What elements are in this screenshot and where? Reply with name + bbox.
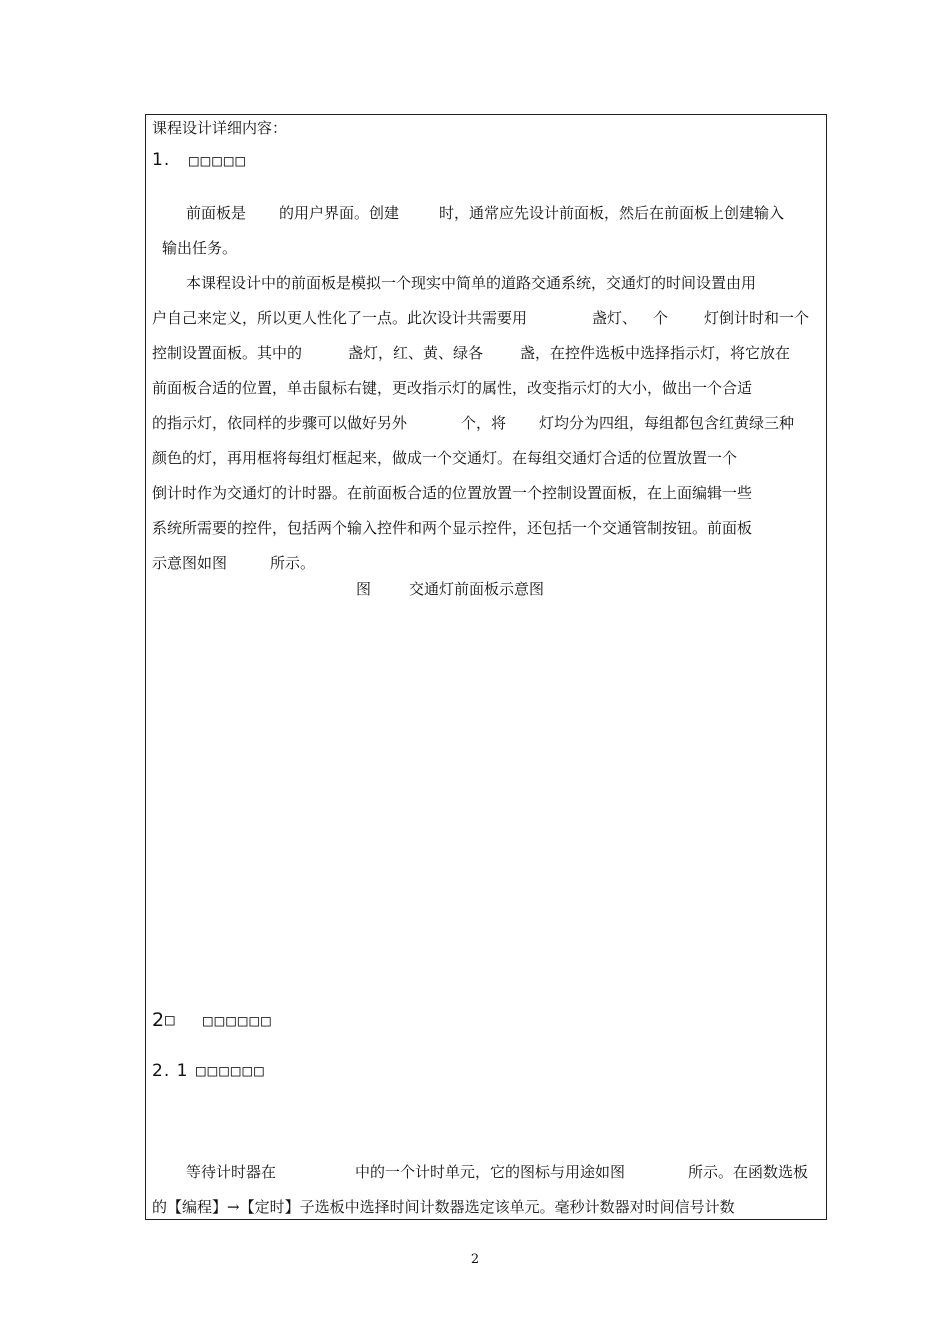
p2-line-4: 前面板合适的位置，单击鼠标右键，更改指示灯的属性，改变指示灯的大小，做出一个合适 xyxy=(152,379,753,397)
p1-text-3: 时，通常应先设计前面板，然后在前面板上创建输入 xyxy=(439,204,785,222)
section-2-1-number: 2. 1 xyxy=(152,1061,189,1081)
p2-line-3b: 盏灯，红、黄、绿各 xyxy=(348,344,484,362)
page-number: 2 xyxy=(470,1252,480,1267)
section-2-1-title: □□□□□□ xyxy=(196,1061,266,1080)
p1-text-2: 的用户界面。创建 xyxy=(279,204,400,222)
figure-label: 图 xyxy=(356,580,372,598)
p2-line-2d: 灯倒计时和一个 xyxy=(704,309,810,327)
p2-line-5b: 个，将 xyxy=(461,414,507,432)
p3-line-2: 的【编程】→【定时】子选板中选择时间计数器选定该单元。毫秒计数器对时间信号计数 xyxy=(152,1198,735,1216)
section-header: 课程设计详细内容： xyxy=(152,119,288,137)
p2-line-2a: 户自己来定义，所以更人性化了一点。此次设计共需要用 xyxy=(152,309,528,327)
p3-line-1c: 所示。在函数选板 xyxy=(688,1163,809,1181)
p2-line-5a: 的指示灯，依同样的步骤可以做好另外 xyxy=(152,414,408,432)
p2-line-3c: 盏，在控件选板中选择指示灯，将它放在 xyxy=(520,344,791,362)
p2-line-9b: 所示。 xyxy=(270,554,316,572)
p3-line-1b: 中的一个计时单元，它的图标与用途如图 xyxy=(355,1163,626,1181)
section-1-number: 1. xyxy=(152,150,171,170)
section-2-glyph: □ xyxy=(165,1010,177,1029)
p1-text-1: 前面板是 xyxy=(186,204,247,222)
figure-caption: 交通灯前面板示意图 xyxy=(409,580,545,598)
p2-line-6: 颜色的灯，再用框将每组灯框起来，做成一个交通灯。在每组交通灯合适的位置放置一个 xyxy=(152,449,738,467)
p2-line-1: 本课程设计中的前面板是模拟一个现实中简单的道路交通系统，交通灯的时间设置由用 xyxy=(186,274,757,292)
p2-line-2c: 个 xyxy=(653,309,669,327)
section-2-number: 2 xyxy=(152,1009,166,1031)
p2-line-2b: 盏灯、 xyxy=(592,309,638,327)
p2-line-8: 系统所需要的控件，包括两个输入控件和两个显示控件，还包括一个交通管制按钮。前面板 xyxy=(152,519,753,537)
p3-line-1a: 等待计时器在 xyxy=(186,1163,277,1181)
p2-line-3a: 控制设置面板。其中的 xyxy=(152,344,303,362)
p2-line-7: 倒计时作为交通灯的计时器。在前面板合适的位置放置一个控制设置面板，在上面编辑一些 xyxy=(152,484,753,502)
p1-text-4: 输出任务。 xyxy=(162,239,238,257)
section-2-title: □□□□□□ xyxy=(203,1011,273,1030)
section-1-title: □□□□□ xyxy=(189,151,248,170)
p2-line-9a: 示意图如图 xyxy=(152,554,228,572)
p2-line-5c: 灯均分为四组，每组都包含红黄绿三种 xyxy=(539,414,795,432)
